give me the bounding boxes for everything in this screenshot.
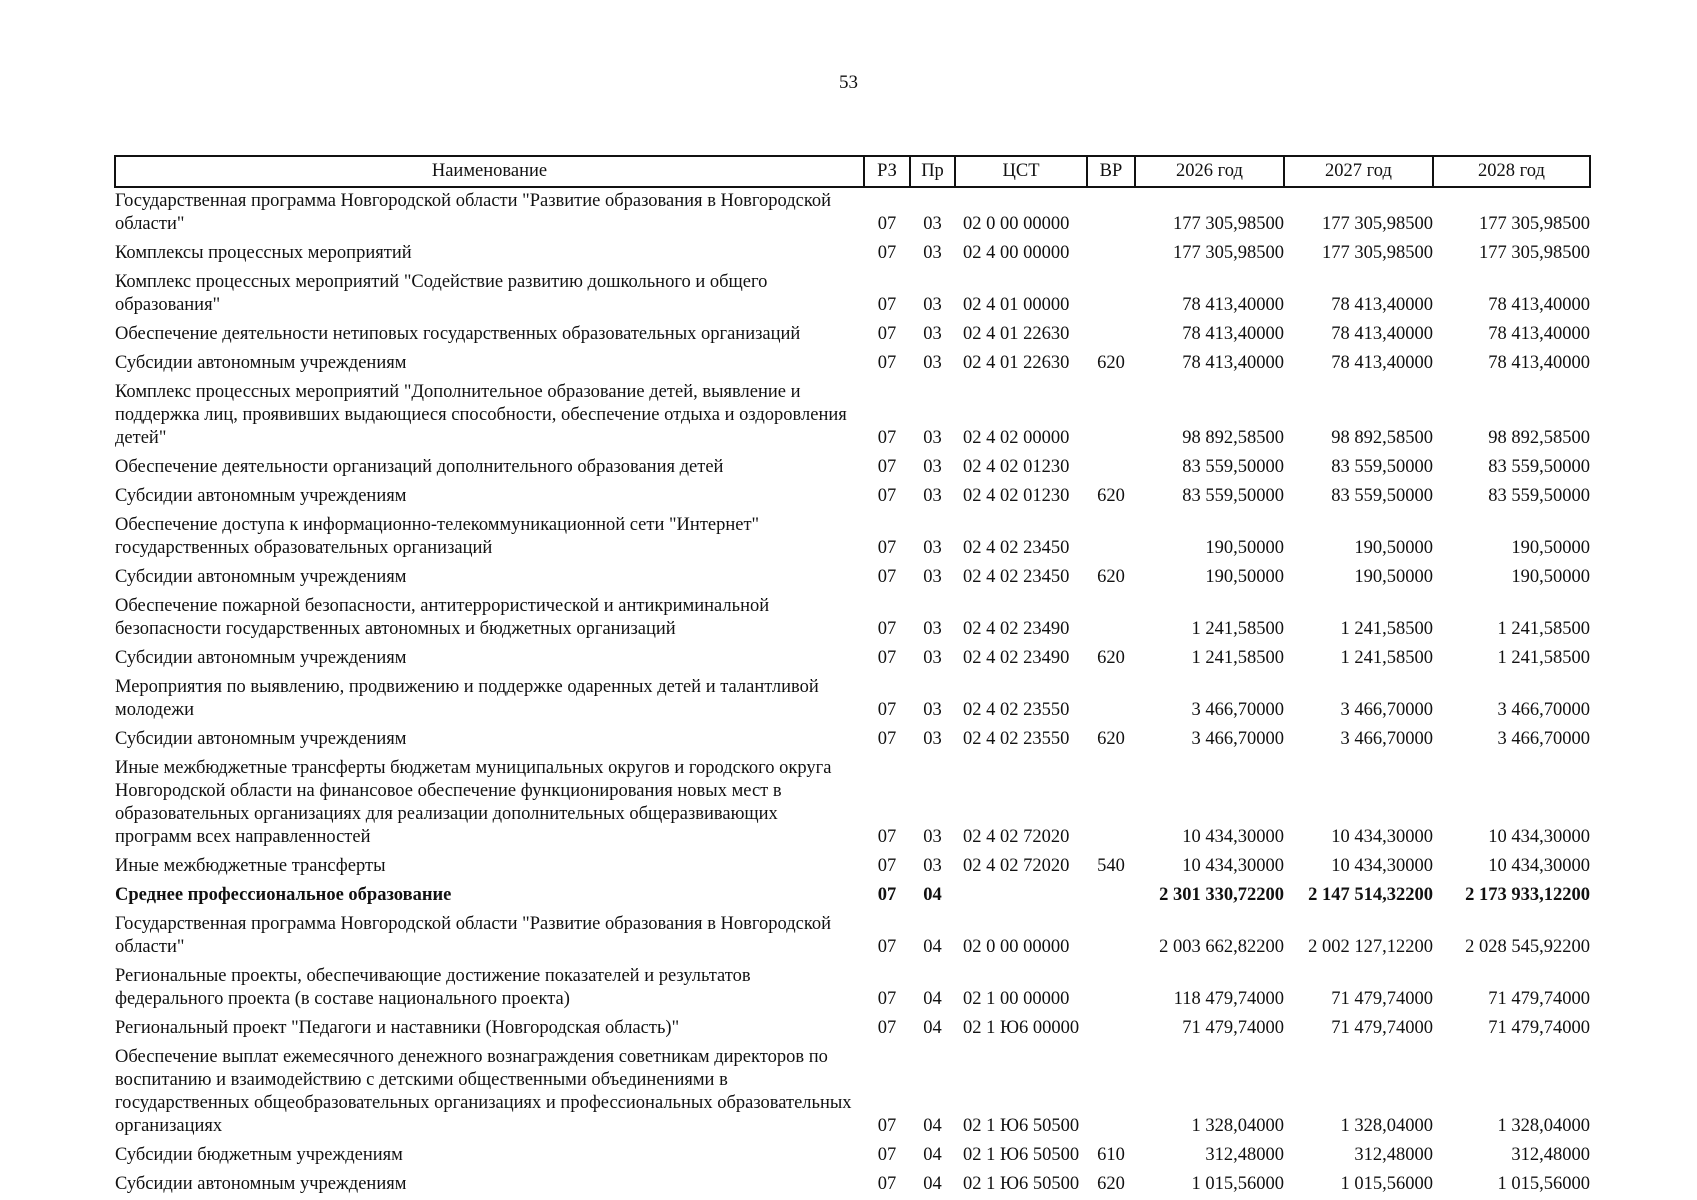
cell-2026: 1 328,04000	[1191, 1116, 1284, 1136]
cell-pr: 03	[923, 324, 942, 344]
cell-rz: 07	[877, 353, 897, 373]
cell-2028: 1 241,58500	[1497, 619, 1590, 639]
cell-2028: 83 559,50000	[1488, 486, 1590, 506]
cell-name: Мероприятия по выявлению, продвижению и поддержке одаренных детей и талантливой молодежи	[115, 677, 819, 720]
cell-cst: 02 1 Ю6 50500	[963, 1174, 1080, 1194]
cell-cst: 02 1 Ю6 50500	[963, 1116, 1080, 1136]
cell-cst: 02 4 02 23490	[963, 648, 1070, 668]
cell-2026: 3 466,70000	[1191, 729, 1284, 749]
cell-vr: 620	[1097, 729, 1125, 749]
cell-vr	[1087, 751, 1135, 849]
cell-2028: 1 241,58500	[1497, 648, 1590, 668]
table-row	[115, 265, 1590, 317]
cell-pr: 04	[923, 885, 942, 905]
cell-2027: 78 413,40000	[1331, 353, 1433, 373]
table-row	[115, 589, 1590, 641]
cell-2027: 78 413,40000	[1331, 295, 1433, 315]
cell-pr: 03	[923, 457, 942, 477]
cell-2026: 177 305,98500	[1173, 214, 1284, 234]
table-row	[115, 670, 1590, 722]
cell-2028: 190,50000	[1511, 538, 1590, 558]
cell-pr: 04	[923, 937, 942, 957]
cell-pr: 04	[923, 1174, 942, 1194]
cell-2027: 83 559,50000	[1331, 486, 1433, 506]
cell-2028: 10 434,30000	[1488, 856, 1590, 876]
table-row	[115, 375, 1590, 450]
cell-2027: 190,50000	[1354, 567, 1433, 587]
cell-pr: 03	[923, 538, 942, 558]
cell-cst: 02 4 02 72020	[963, 827, 1070, 847]
cell-pr: 03	[923, 729, 942, 749]
header-rz: РЗ	[864, 156, 910, 187]
header-cst: ЦСТ	[955, 156, 1087, 187]
table-row	[115, 849, 1590, 878]
cell-pr: 04	[923, 1018, 942, 1038]
cell-2027: 2 147 514,32200	[1308, 885, 1433, 905]
cell-2028: 1 328,04000	[1497, 1116, 1590, 1136]
table-row	[115, 187, 1590, 236]
cell-pr: 03	[923, 428, 942, 448]
cell-2028: 98 892,58500	[1488, 428, 1590, 448]
cell-2027: 10 434,30000	[1331, 856, 1433, 876]
cell-name: Среднее профессиональное образование	[115, 885, 452, 905]
cell-rz: 07	[877, 827, 897, 847]
table-row	[115, 346, 1590, 375]
cell-pr: 03	[923, 486, 942, 506]
table-row	[115, 878, 1590, 907]
cell-vr	[1087, 589, 1135, 641]
cell-name: Иные межбюджетные трансферты бюджетам муниципальных округов и городского округа Новгородской области на финансовое обеспечение функционирования новых мест в образовательных организациях для реализации дополнительных общеразвивающих программ всех направленностей	[115, 758, 832, 847]
cell-2028: 78 413,40000	[1488, 324, 1590, 344]
table-row	[115, 479, 1590, 508]
cell-2027: 71 479,74000	[1331, 989, 1433, 1009]
cell-2026: 2 301 330,72200	[1159, 885, 1284, 905]
table-row	[115, 450, 1590, 479]
cell-vr: 620	[1097, 486, 1125, 506]
cell-pr: 03	[923, 243, 942, 263]
cell-rz: 07	[877, 428, 897, 448]
table-row	[115, 751, 1590, 849]
cell-name: Иные межбюджетные трансферты	[115, 856, 386, 876]
cell-vr: 540	[1097, 856, 1125, 876]
cell-cst: 02 4 02 72020	[963, 856, 1070, 876]
cell-pr: 04	[923, 1116, 942, 1136]
cell-2026: 1 241,58500	[1191, 619, 1284, 639]
cell-2027: 1 241,58500	[1340, 648, 1433, 668]
cell-2028: 1 015,56000	[1497, 1174, 1590, 1194]
cell-2028: 2 173 933,12200	[1465, 885, 1590, 905]
cell-vr	[1087, 265, 1135, 317]
cell-2026: 190,50000	[1205, 538, 1284, 558]
table-row	[115, 959, 1590, 1011]
cell-rz: 07	[877, 856, 897, 876]
cell-2026: 177 305,98500	[1173, 243, 1284, 263]
cell-cst: 02 1 00 00000	[963, 989, 1070, 1009]
cell-pr: 03	[923, 700, 942, 720]
cell-2026: 98 892,58500	[1182, 428, 1284, 448]
cell-name: Региональный проект "Педагоги и наставники (Новгородская область)"	[115, 1018, 680, 1038]
table-row	[115, 508, 1590, 560]
cell-2027: 10 434,30000	[1331, 827, 1433, 847]
cell-2028: 177 305,98500	[1479, 243, 1590, 263]
header-row	[115, 156, 1590, 187]
cell-cst: 02 0 00 00000	[963, 937, 1070, 957]
cell-vr: 620	[1097, 567, 1125, 587]
table-body	[115, 187, 1590, 1196]
cell-name: Субсидии автономным учреждениям	[115, 729, 407, 749]
cell-2028: 10 434,30000	[1488, 827, 1590, 847]
table-row	[115, 1138, 1590, 1167]
cell-vr	[1087, 670, 1135, 722]
header-2027: 2027 год	[1284, 156, 1433, 187]
cell-vr	[1087, 1040, 1135, 1138]
cell-2028: 71 479,74000	[1488, 1018, 1590, 1038]
cell-2026: 118 479,74000	[1173, 989, 1284, 1009]
cell-cst: 02 4 01 22630	[963, 324, 1070, 344]
table-row	[115, 722, 1590, 751]
table-row	[115, 560, 1590, 589]
cell-name: Обеспечение пожарной безопасности, антитеррористической и антикриминальной безопасности государственных автономных и бюджетных организаций	[115, 596, 770, 639]
cell-pr: 04	[923, 1145, 942, 1165]
cell-rz: 07	[877, 648, 897, 668]
cell-rz: 07	[877, 324, 897, 344]
cell-2026: 1 241,58500	[1191, 648, 1284, 668]
table-row	[115, 1040, 1590, 1138]
cell-2027: 1 241,58500	[1340, 619, 1433, 639]
cell-cst: 02 4 02 23450	[963, 538, 1070, 558]
cell-2027: 1 015,56000	[1340, 1174, 1433, 1194]
cell-cst: 02 4 02 23550	[963, 729, 1070, 749]
cell-2028: 190,50000	[1511, 567, 1590, 587]
cell-vr	[1087, 375, 1135, 450]
cell-rz: 07	[877, 1018, 897, 1038]
cell-rz: 07	[877, 243, 897, 263]
cell-2027: 78 413,40000	[1331, 324, 1433, 344]
cell-vr	[1087, 907, 1135, 959]
cell-2028: 78 413,40000	[1488, 295, 1590, 315]
cell-rz: 07	[877, 457, 897, 477]
cell-2027: 190,50000	[1354, 538, 1433, 558]
cell-rz: 07	[877, 295, 897, 315]
cell-2027: 312,48000	[1354, 1145, 1433, 1165]
cell-2026: 78 413,40000	[1182, 353, 1284, 373]
cell-2027: 177 305,98500	[1322, 243, 1433, 263]
cell-cst	[955, 878, 1087, 907]
cell-pr: 03	[923, 295, 942, 315]
cell-2026: 190,50000	[1205, 567, 1284, 587]
cell-name: Субсидии автономным учреждениям	[115, 567, 407, 587]
header-vr: ВР	[1087, 156, 1135, 187]
cell-cst: 02 1 Ю6 00000	[963, 1018, 1080, 1038]
cell-rz: 07	[877, 1174, 897, 1194]
cell-rz: 07	[877, 619, 897, 639]
cell-name: Комплекс процессных мероприятий "Содействие развитию дошкольного и общего образования"	[115, 272, 768, 315]
cell-vr: 620	[1097, 648, 1125, 668]
table-header	[115, 156, 1590, 187]
cell-name: Обеспечение деятельности нетиповых государственных образовательных организаций	[115, 324, 801, 344]
cell-rz: 07	[877, 567, 897, 587]
cell-rz: 07	[877, 989, 897, 1009]
cell-cst: 02 4 02 01230	[963, 486, 1070, 506]
cell-vr: 620	[1097, 353, 1125, 373]
cell-name: Обеспечение доступа к информационно-телекоммуникационной сети "Интернет" государственных образовательных организаций	[115, 515, 760, 558]
cell-vr	[1087, 878, 1135, 907]
cell-2026: 71 479,74000	[1182, 1018, 1284, 1038]
cell-2028: 78 413,40000	[1488, 353, 1590, 373]
cell-name: Комплексы процессных мероприятий	[115, 243, 412, 263]
cell-name: Субсидии автономным учреждениям	[115, 486, 407, 506]
cell-vr	[1087, 959, 1135, 1011]
cell-pr: 03	[923, 353, 942, 373]
cell-name: Государственная программа Новгородской области "Развитие образования в Новгородской области"	[115, 191, 832, 234]
table-row	[115, 1011, 1590, 1040]
table-row	[115, 317, 1590, 346]
cell-cst: 02 4 02 23490	[963, 619, 1070, 639]
header-2026: 2026 год	[1135, 156, 1284, 187]
cell-2027: 98 892,58500	[1331, 428, 1433, 448]
cell-2027: 1 328,04000	[1340, 1116, 1433, 1136]
table-row	[115, 1167, 1590, 1196]
cell-name: Субсидии автономным учреждениям	[115, 1174, 407, 1194]
cell-vr: 610	[1097, 1145, 1125, 1165]
cell-pr: 03	[923, 827, 942, 847]
cell-2028: 312,48000	[1511, 1145, 1590, 1165]
cell-cst: 02 4 01 00000	[963, 295, 1070, 315]
cell-vr	[1087, 450, 1135, 479]
cell-name: Государственная программа Новгородской области "Развитие образования в Новгородской области"	[115, 914, 832, 957]
cell-cst: 02 0 00 00000	[963, 214, 1070, 234]
cell-pr: 03	[923, 214, 942, 234]
header-name: Наименование	[115, 156, 864, 187]
cell-2028: 71 479,74000	[1488, 989, 1590, 1009]
table-row	[115, 236, 1590, 265]
cell-2027: 71 479,74000	[1331, 1018, 1433, 1038]
cell-rz: 07	[877, 937, 897, 957]
table-row	[115, 641, 1590, 670]
cell-cst: 02 4 02 01230	[963, 457, 1070, 477]
cell-cst: 02 4 01 22630	[963, 353, 1070, 373]
cell-rz: 07	[877, 486, 897, 506]
cell-2026: 83 559,50000	[1182, 486, 1284, 506]
cell-2026: 78 413,40000	[1182, 324, 1284, 344]
cell-2028: 3 466,70000	[1497, 700, 1590, 720]
cell-rz: 07	[877, 885, 897, 905]
cell-2026: 312,48000	[1205, 1145, 1284, 1165]
cell-2026: 1 015,56000	[1191, 1174, 1284, 1194]
cell-rz: 07	[877, 1145, 897, 1165]
cell-name: Обеспечение деятельности организаций дополнительного образования детей	[115, 457, 724, 477]
cell-vr	[1087, 508, 1135, 560]
budget-table	[114, 155, 1591, 1196]
cell-rz: 07	[877, 1116, 897, 1136]
page-number: 53	[839, 72, 858, 93]
cell-2027: 3 466,70000	[1340, 700, 1433, 720]
cell-rz: 07	[877, 700, 897, 720]
cell-cst: 02 4 02 23550	[963, 700, 1070, 720]
cell-name: Региональные проекты, обеспечивающие достижение показателей и результатов федерального проекта (в составе национального проекта)	[115, 966, 751, 1009]
cell-pr: 03	[923, 619, 942, 639]
cell-cst: 02 4 00 00000	[963, 243, 1070, 263]
cell-2028: 2 028 545,92200	[1465, 937, 1590, 957]
cell-2028: 3 466,70000	[1497, 729, 1590, 749]
cell-name: Субсидии автономным учреждениям	[115, 353, 407, 373]
cell-cst: 02 4 02 23450	[963, 567, 1070, 587]
cell-2026: 83 559,50000	[1182, 457, 1284, 477]
cell-name: Субсидии бюджетным учреждениям	[115, 1145, 403, 1165]
table-row	[115, 907, 1590, 959]
cell-2026: 2 003 662,82200	[1159, 937, 1284, 957]
cell-vr	[1087, 317, 1135, 346]
cell-rz: 07	[877, 729, 897, 749]
cell-vr: 620	[1097, 1174, 1125, 1194]
cell-2027: 2 002 127,12200	[1308, 937, 1433, 957]
cell-2027: 83 559,50000	[1331, 457, 1433, 477]
cell-vr	[1087, 187, 1135, 236]
cell-2028: 177 305,98500	[1479, 214, 1590, 234]
cell-name: Субсидии автономным учреждениям	[115, 648, 407, 668]
cell-vr	[1087, 1011, 1135, 1040]
cell-2026: 78 413,40000	[1182, 295, 1284, 315]
cell-name: Обеспечение выплат ежемесячного денежного вознаграждения советникам директоров по воспитанию и взаимодействию с детскими общественными объединениями в государственных общеобразовательных организациях и профессиональных образовательных организациях	[115, 1047, 852, 1136]
cell-2027: 177 305,98500	[1322, 214, 1433, 234]
cell-pr: 03	[923, 567, 942, 587]
cell-rz: 07	[877, 538, 897, 558]
header-pr: Пр	[910, 156, 955, 187]
cell-cst: 02 1 Ю6 50500	[963, 1145, 1080, 1165]
cell-2026: 3 466,70000	[1191, 700, 1284, 720]
cell-pr: 03	[923, 856, 942, 876]
cell-pr: 03	[923, 648, 942, 668]
cell-pr: 04	[923, 989, 942, 1009]
cell-rz: 07	[877, 214, 897, 234]
cell-name: Комплекс процессных мероприятий "Дополнительное образование детей, выявление и поддержка лиц, проявивших выдающиеся способности, обеспечение отдыха и оздоровления детей"	[115, 382, 847, 448]
header-2028: 2028 год	[1433, 156, 1590, 187]
cell-2027: 3 466,70000	[1340, 729, 1433, 749]
cell-2028: 83 559,50000	[1488, 457, 1590, 477]
cell-vr	[1087, 236, 1135, 265]
cell-2026: 10 434,30000	[1182, 827, 1284, 847]
cell-cst: 02 4 02 00000	[963, 428, 1070, 448]
cell-2026: 10 434,30000	[1182, 856, 1284, 876]
